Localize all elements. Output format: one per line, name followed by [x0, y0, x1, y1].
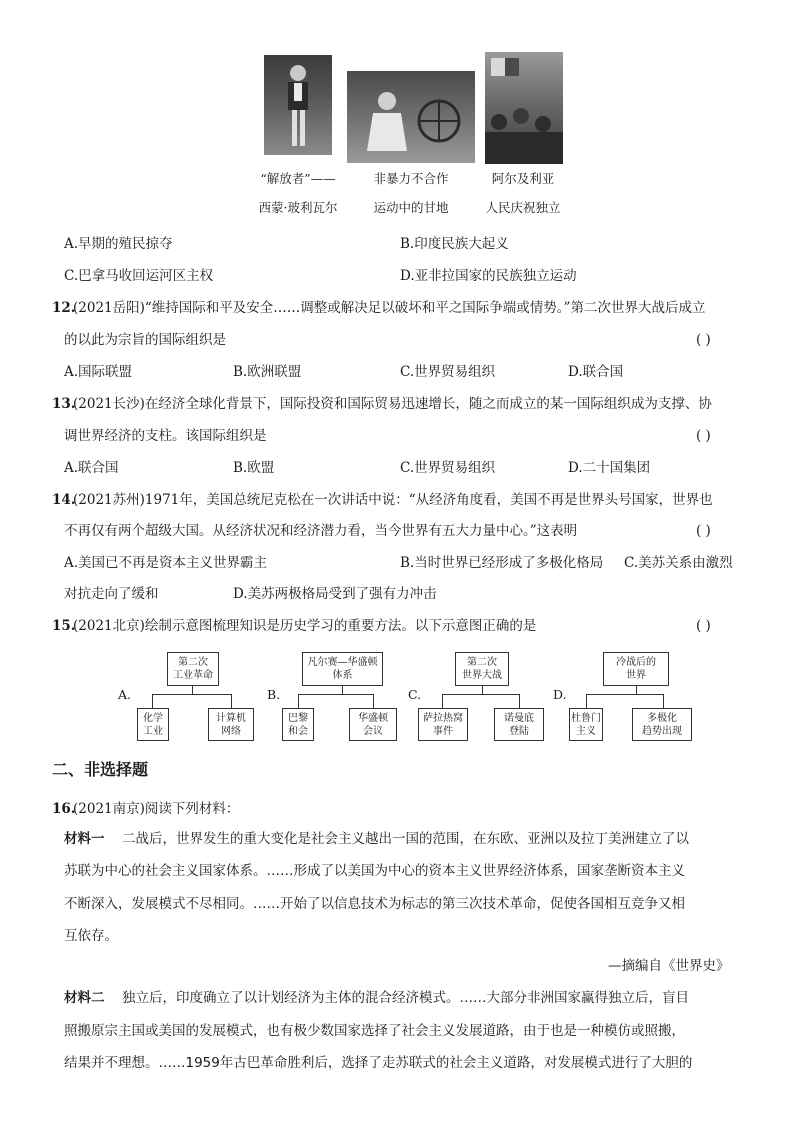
q12-answer-paren: ( ): [696, 332, 711, 348]
q14-stem-line1: (2021苏州)1971年，美国总统尼克松在一次讲话中说：“从经济角度看，美国不再是世界头号国家，世界也: [73, 492, 713, 508]
photo2-caption-line2: 运动中的甘地: [373, 200, 449, 215]
photo3-caption-line2: 人民庆祝独立: [485, 200, 561, 215]
bolivar-portrait-icon: [264, 55, 332, 155]
material-1-line1: 二战后，世界发生的重大变化是社会主义越出一国的范围，在东欧、亚洲以及拉丁美洲建立了以: [122, 831, 689, 847]
diagram-c-top-box: 第二次 世界大战: [455, 652, 509, 686]
diagram-c-right-drop: [519, 694, 520, 708]
diagram-a-stem: [192, 686, 193, 694]
material-1-source: —摘编自《世界史》: [608, 958, 730, 974]
q12-option-a: A.国际联盟: [64, 364, 133, 380]
q12-stem-line1: (2021岳阳)“维持国际和平及安全……调整或解决足以破坏和平之国际争端或情势。”第二次世界大战后成立: [73, 300, 706, 316]
diagram-a-right-box: 计算机 网络: [208, 708, 254, 741]
diagram-d-letter: D.: [553, 687, 567, 702]
material-1-label: 材料一: [64, 831, 105, 847]
diagram-b-right-box: 华盛顿 会议: [349, 708, 397, 741]
diagram-b-top-box: 凡尔赛—华盛顿 体系: [302, 652, 383, 686]
q15-stem: (2021北京)绘制示意图梳理知识是历史学习的重要方法。以下示意图正确的是: [73, 618, 537, 634]
photo1-caption-line2: 西蒙·玻利瓦尔: [258, 200, 338, 215]
diagram-c-right-box: 诺曼底 登陆: [494, 708, 544, 741]
q13-option-a: A.联合国: [64, 460, 119, 476]
q14-option-a: A.美国已不再是资本主义世界霸主: [64, 555, 268, 571]
diagram-d-bar: [586, 694, 664, 695]
q14-option-c-cont: 对抗走向了缓和: [64, 586, 159, 602]
photo2-caption-line1: 非暴力不合作: [373, 171, 449, 186]
q11-option-a: A.早期的殖民掠夺: [64, 236, 173, 252]
bolivar-photo: [264, 55, 332, 155]
section-heading: 二、非选择题: [52, 760, 149, 779]
material-2-line2: 照搬原宗主国或美国的发展模式，也有极少数国家选择了社会主义发展道路，由于也是一种模仿或照搬，: [64, 1023, 685, 1039]
q12-stem-line2: 的以此为宗旨的国际组织是: [64, 332, 226, 348]
diagram-b-letter: B.: [267, 687, 281, 702]
diagram-c-bar: [442, 694, 520, 695]
q15-answer-paren: ( ): [696, 618, 711, 634]
q14-option-c: C.美苏关系由激烈: [624, 555, 733, 571]
gandhi-spinning-icon: [347, 71, 475, 163]
diagram-a-bar: [152, 694, 232, 695]
q11-option-d: D.亚非拉国家的民族独立运动: [400, 268, 577, 284]
q13-option-b: B.欧盟: [233, 460, 275, 476]
diagram-a-letter: A.: [118, 687, 132, 702]
diagram-c-left-box: 萨拉热窝 事件: [418, 708, 468, 741]
q14-answer-paren: ( ): [696, 523, 711, 539]
q13-stem-line2: 调世界经济的支柱。该国际组织是: [64, 428, 267, 444]
diagram-b-left-box: 巴黎 和会: [282, 708, 314, 741]
q13-option-d: D.二十国集团: [568, 460, 651, 476]
material-1-line2: 苏联为中心的社会主义国家体系。……形成了以美国为中心的资本主义世界经济体系，国家垄断资本主义: [64, 863, 685, 879]
q14-number: 14.: [52, 492, 76, 508]
q13-stem-line1: (2021长沙)在经济全球化背景下，国际投资和国际贸易迅速增长，随之而成立的某一国际组织成为支撑、协: [73, 396, 712, 412]
q13-option-c: C.世界贸易组织: [400, 460, 496, 476]
diagram-a-top-box: 第二次 工业革命: [167, 652, 219, 686]
photo3-caption-line1: 阿尔及利亚: [491, 171, 555, 186]
diagram-b-left-drop: [298, 694, 299, 708]
diagram-b-right-drop: [373, 694, 374, 708]
material-2-line3: 结果并不理想。……1959年古巴革命胜利后，选择了走苏联式的社会主义道路，对发展模式进行了大胆的: [64, 1055, 693, 1071]
q14-option-d: D.美苏两极格局受到了强有力冲击: [233, 586, 437, 602]
q14-stem-line2: 不再仅有两个超级大国。从经济状况和经济潜力看，当今世界有五大力量中心。”这表明: [64, 523, 578, 539]
q12-option-d: D.联合国: [568, 364, 624, 380]
q13-answer-paren: ( ): [696, 428, 711, 444]
diagram-a-right-drop: [231, 694, 232, 708]
q13-number: 13.: [52, 396, 76, 412]
q16-number: 16.: [52, 801, 76, 817]
q12-number: 12.: [52, 300, 76, 316]
diagram-d-top-box: 冷战后的 世界: [603, 652, 669, 686]
photo1-caption-line1: “解放者”——: [260, 171, 336, 186]
diagram-c-stem: [482, 686, 483, 694]
diagram-c-letter: C.: [408, 687, 422, 702]
diagram-c-left-drop: [442, 694, 443, 708]
q12-option-b: B.欧洲联盟: [233, 364, 302, 380]
q11-option-b: B.印度民族大起义: [400, 236, 509, 252]
material-1-line3: 不断深入，发展模式不尽相同。……开始了以信息技术为标志的第三次技术革命，促使各国相互竞争又相: [64, 896, 685, 912]
material-2-line1: 独立后，印度确立了以计划经济为主体的混合经济模式。……大部分非洲国家赢得独立后，盲目: [122, 990, 689, 1006]
diagram-d-stem: [636, 686, 637, 694]
q12-option-c: C.世界贸易组织: [400, 364, 496, 380]
diagram-b-bar: [298, 694, 374, 695]
material-2-label: 材料二: [64, 990, 105, 1006]
diagram-d-right-box: 多极化 趋势出现: [632, 708, 692, 741]
diagram-b-stem: [342, 686, 343, 694]
q16-stem: (2021南京)阅读下列材料：: [73, 801, 240, 817]
q14-option-b: B.当时世界已经形成了多极化格局: [400, 555, 604, 571]
q15-number: 15.: [52, 618, 76, 634]
algeria-photo: [485, 52, 563, 164]
material-1-line4: 互依存。: [64, 928, 118, 944]
gandhi-photo: [347, 71, 475, 163]
diagram-d-left-drop: [586, 694, 587, 708]
diagram-d-left-box: 杜鲁门 主义: [569, 708, 603, 741]
celebration-crowd-icon: [485, 52, 563, 164]
diagram-a-left-drop: [152, 694, 153, 708]
diagram-a-left-box: 化学 工业: [137, 708, 169, 741]
q11-option-c: C.巴拿马收回运河区主权: [64, 268, 214, 284]
diagram-d-right-drop: [663, 694, 664, 708]
